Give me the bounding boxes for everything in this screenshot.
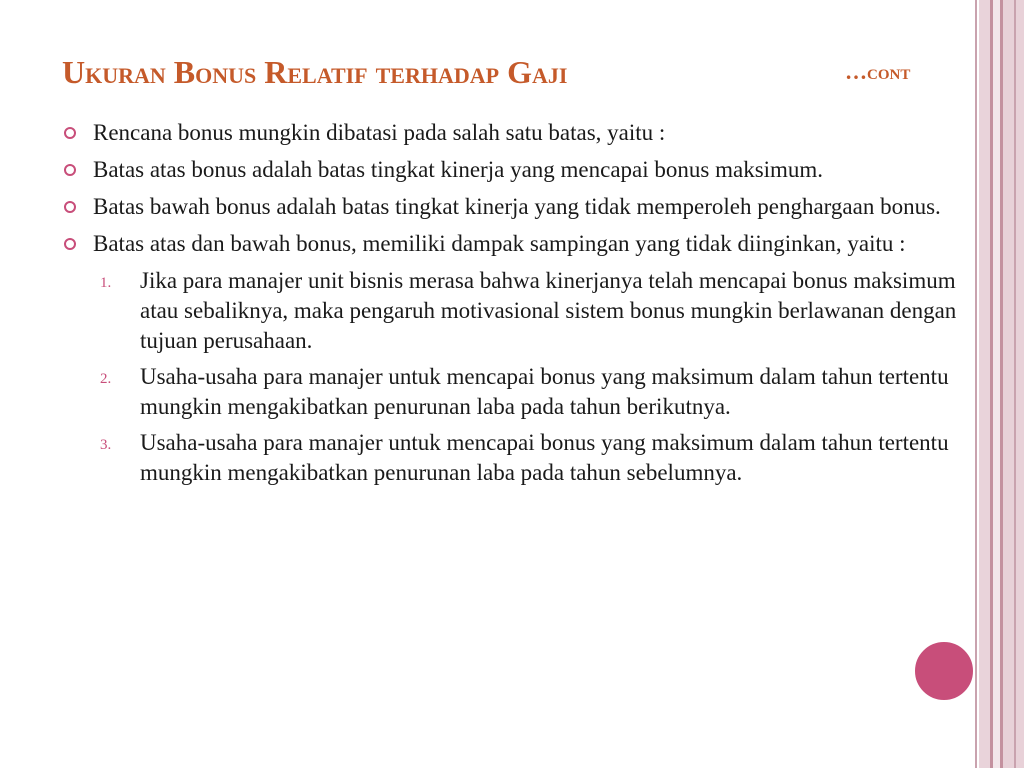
sub-item-number: 1. <box>100 275 112 291</box>
sub-list-item <box>62 428 962 488</box>
bullet-text: Batas atas dan bawah bonus, memiliki dampak sampingan yang tidak diinginkan, yaitu : <box>93 231 906 256</box>
decorative-stripe <box>975 0 977 768</box>
bullet-circle-icon <box>64 164 76 176</box>
sub-list-item <box>62 266 962 356</box>
decorative-stripe <box>1014 0 1016 768</box>
sub-item-text: Usaha-usaha para manajer untuk mencapai bonus yang maksimum dalam tahun tertentu mungkin mengakibatkan penurunan laba pada tahun berikutnya. <box>140 364 949 419</box>
slide-title-text: Ukuran Bonus Relatif terhadap Gaji <box>62 54 568 90</box>
numbered-sub-list <box>62 266 962 488</box>
decorative-circle <box>913 640 975 702</box>
bullet-item <box>62 118 962 148</box>
slide-content <box>62 118 962 494</box>
bullet-circle-icon <box>64 127 76 139</box>
sub-item-number: 3. <box>100 437 112 453</box>
sub-item-text: Jika para manajer unit bisnis merasa bahwa kinerjanya telah mencapai bonus maksimum atau sebaliknya, maka pengaruh motivasional sistem bonus mungkin berlawanan dengan tujuan perusahaan. <box>140 268 957 353</box>
sub-list-item <box>62 362 962 422</box>
slide-title-suffix: …cont <box>845 59 911 84</box>
bullet-circle-icon <box>64 238 76 250</box>
bullet-text: Rencana bonus mungkin dibatasi pada salah satu batas, yaitu : <box>93 120 666 145</box>
slide-title <box>62 52 942 92</box>
bullet-item <box>62 229 962 259</box>
sub-item-number: 2. <box>100 371 112 387</box>
sub-item-text: Usaha-usaha para manajer untuk mencapai bonus yang maksimum dalam tahun tertentu mungkin mengakibatkan penurunan laba pada tahun sebelumnya. <box>140 430 949 485</box>
decorative-stripe <box>979 0 990 768</box>
bullet-item <box>62 192 962 222</box>
decorative-stripe <box>993 0 1000 768</box>
bullet-text: Batas atas bonus adalah batas tingkat kinerja yang mencapai bonus maksimum. <box>93 157 824 182</box>
bullet-text: Batas bawah bonus adalah batas tingkat kinerja yang tidak memperoleh penghargaan bonus. <box>93 194 941 219</box>
bullet-item <box>62 155 962 185</box>
bullet-circle-icon <box>64 201 76 213</box>
